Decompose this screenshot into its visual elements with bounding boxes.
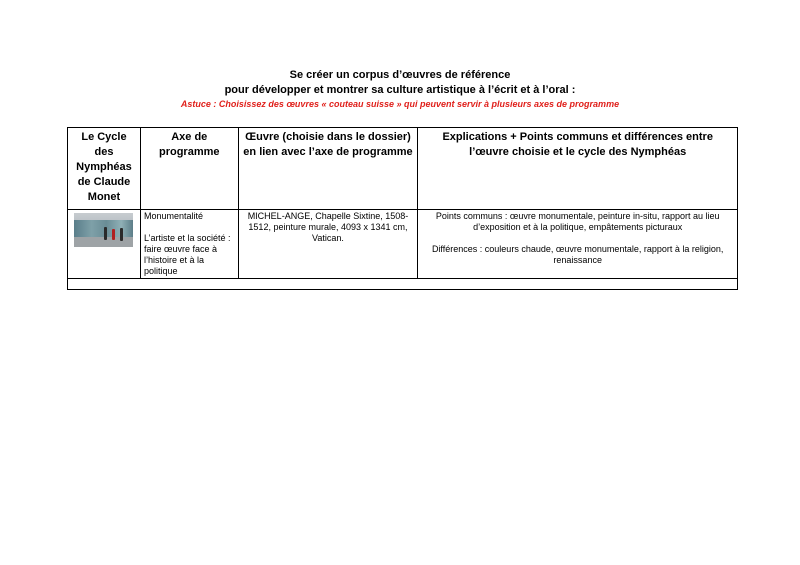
explications-cell [418, 210, 738, 279]
table-row [68, 210, 738, 279]
oeuvre-cell [238, 210, 418, 279]
points-communs-text: Points communs : œuvre monumentale, peinture in-situ, rapport au lieu d’exposition et à la politique, empâtements picturaux [435, 211, 720, 232]
header-cycle-nympheas: Le Cycle des Nymphéas de Claude Monet [68, 128, 141, 210]
header-axe-programme: Axe de programme [140, 128, 238, 210]
museum-gallery-photo-icon [74, 213, 133, 247]
empty-row-cell [68, 279, 738, 290]
differences-text: Différences : couleurs chaude, œuvre monumentale, rapport à la religion, renaissance [431, 244, 724, 265]
document-title: Se créer un corpus d’œuvres de référence [289, 69, 511, 81]
nympheas-image-cell [68, 210, 141, 279]
oeuvre-text: MICHEL-ANGE, Chapelle Sixtine, 1508-1512, peinture murale, 4093 x 1341 cm, Vatican. [247, 211, 409, 243]
table-header-row [68, 128, 738, 210]
header-explications: Explications + Points communs et différences entre l’œuvre choisie et le cycle des Nymphéas [418, 128, 738, 210]
document-subtitle: pour développer et montrer sa culture artistique à l’écrit et à l’oral : [224, 84, 576, 96]
header-oeuvre: Œuvre (choisie dans le dossier) en lien avec l’axe de programme [238, 128, 418, 210]
empty-row [68, 279, 738, 290]
tip-text: Astuce : Choisissez des œuvres « couteau suisse » qui peuvent servir à plusieurs axes de programme [180, 99, 620, 109]
document-header [0, 68, 800, 110]
axe-monumentalite: Monumentalité [143, 211, 203, 221]
axe-artiste-societe: L’artiste et la société : faire œuvre face à l’histoire et à la politique [143, 233, 231, 276]
axes-cell [140, 210, 238, 279]
corpus-table [67, 127, 738, 290]
